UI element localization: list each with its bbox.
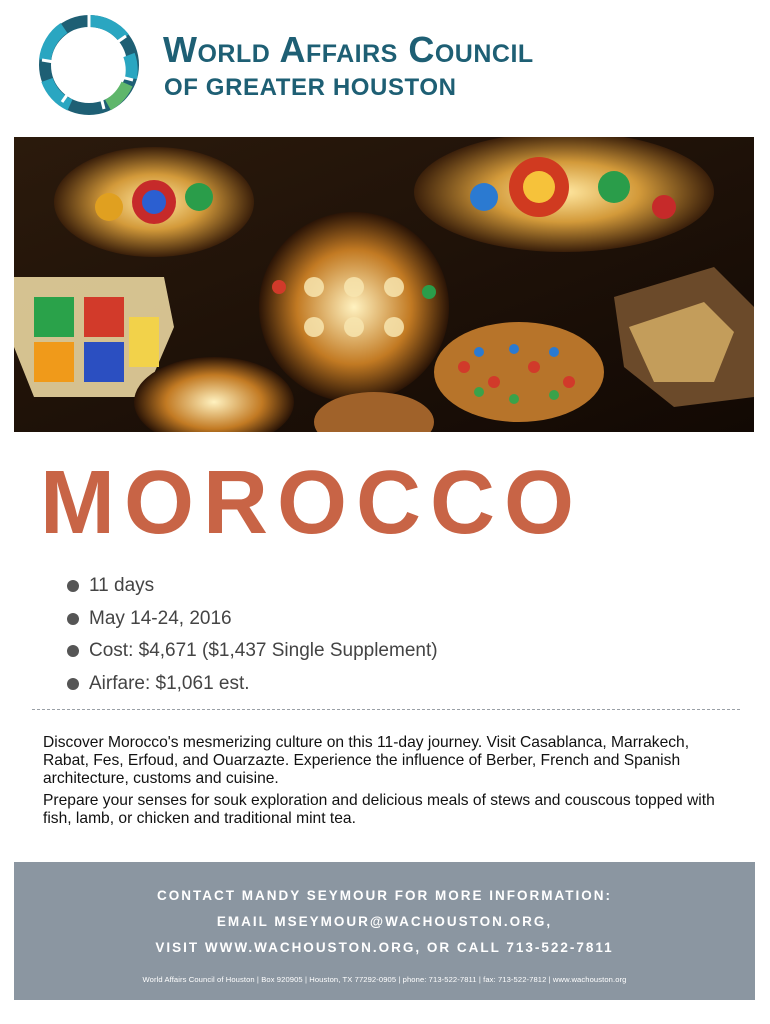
contact-web-phone[interactable]: VISIT WWW.WACHOUSTON.ORG, OR CALL 713-522-7811 — [155, 940, 614, 955]
council-logo — [34, 10, 144, 120]
contact-banner — [14, 862, 755, 1000]
contact-email[interactable]: EMAIL MSEYMOUR@WACHOUSTON.ORG, — [216, 914, 553, 929]
org-subtitle: OF GREATER HOUSTON — [164, 74, 457, 101]
moroccan-lanterns-photo — [14, 137, 754, 432]
description-paragraph: Prepare your senses for souk exploration and delicious meals of stews and couscous topped with fish, lamb, or chicken and traditional mint tea. — [43, 792, 715, 827]
footer-address: World Affairs Council of Houston | Box 920905 | Houston, TX 77292-0905 | phone: 713-522-7811 | fax: 713-522-7812 | www.wachouston.org — [142, 975, 627, 984]
list-item — [67, 635, 438, 668]
list-item — [67, 570, 438, 603]
bullet-icon — [67, 645, 79, 657]
trip-description — [43, 734, 733, 832]
page-title: MOROCCO — [40, 453, 583, 553]
fact-cost: Cost: $4,671 ($1,437 Single Supplement) — [89, 640, 438, 661]
bullet-icon — [67, 613, 79, 625]
description-paragraph: Discover Morocco's mesmerizing culture on this 11-day journey. Visit Casablanca, Marrakech, Rabat, Fes, Erfoud, and Ouarzazte. Experience the influence of Berber, French and Spanish architecture, customs and cuisine. — [43, 734, 690, 787]
list-item — [67, 668, 438, 701]
fact-airfare: Airfare: $1,061 est. — [89, 672, 250, 694]
bullet-icon — [67, 580, 79, 592]
org-name: World Affairs Council — [163, 29, 534, 70]
fact-duration: 11 days — [89, 575, 155, 596]
bullet-icon — [67, 678, 79, 690]
fact-dates: May 14-24, 2016 — [89, 607, 232, 629]
list-item — [67, 603, 438, 636]
contact-heading: CONTACT MANDY SEYMOUR FOR MORE INFORMATION: — [157, 888, 612, 903]
trip-facts-list — [67, 570, 438, 700]
dashed-divider — [32, 709, 740, 710]
